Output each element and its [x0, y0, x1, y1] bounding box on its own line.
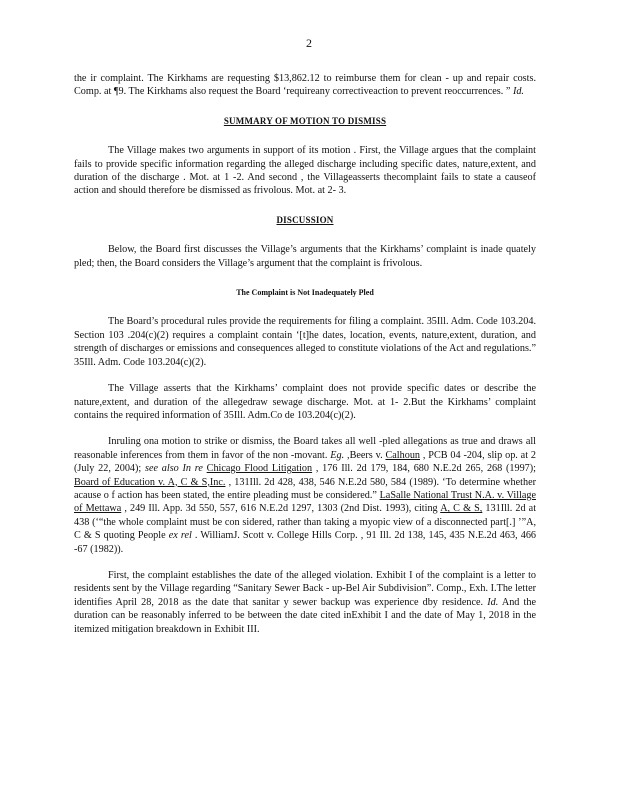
paragraph-date-of-violation: First, the complaint establishes the date of the alleged violation. Exhibit I of the complaint is a letter to residents sent by the Village regarding “Sanitary Sewer Back - up-Bel Air Subdivision”. Comp., Exh. I.The letter identifies April 28, 2018 as the date that sanitar y sewer backup was experience dby residence. Id. And the duration can be reasonably inferred to be between the date cited inExhibit I and the date of May 1, 2018 in the itemized mitigation breakdown in Exhibit III. — [74, 569, 537, 635]
heading-discussion: DISCUSSION — [276, 214, 334, 225]
page-number: 2 — [306, 36, 312, 50]
id-citation: Id. — [512, 86, 524, 98]
case-name-lasalle: LaSalle National Trust N.A. v. Village of Mettawa — [74, 489, 537, 515]
paragraph-continuation: the ir complaint. The Kirkhams are requesting $13,862.12 to reimburse them for clean - up and repair costs. Comp. at ¶9. The Kirkhams also request the Board ‘requireany correctiveaction to prevent reoccurrences. ” Id. — [74, 73, 536, 98]
case-name-calhoun: Calhoun — [385, 449, 421, 461]
paragraph-summary: The Village makes two arguments in support of its motion . First, the Village argues that the complaint fails to provide specific information regarding the alleged discharge including specific dates, nature,extent, and duration of the discharge . Mot. at 1 -2. And second , the Villageasserts thecomplaint fails to state a causeof action and should therefore be dismissed as frivolous. Mot. at 2- 3. — [74, 145, 536, 197]
subheading-complaint-not-inadequately-pled: The Complaint is Not Inadequately Pled — [236, 288, 374, 298]
document-body — [74, 72, 536, 636]
case-name-chicago-flood: Chicago Flood Litigation — [206, 463, 313, 475]
case-name-acs: A, C & S, — [440, 503, 483, 515]
paragraph-discussion-intro: Below, the Board first discusses the Village’s arguments that the Kirkhams’ complaint is inade quately pled; then, the Board considers the Village’s argument that the complaint is frivolous. — [74, 244, 536, 269]
heading-summary-of-motion: SUMMARY OF MOTION TO DISMISS — [223, 115, 387, 126]
case-name-board-of-education: Board of Education v. A, C & S,Inc. — [74, 476, 226, 488]
paragraph-motion-standard: Inruling ona motion to strike or dismiss, the Board takes all well -pled allegations as true and draws all reasonable inferences from them in favor of the non -movant. Eg. ,Beers v. Calhoun , PCB 04 -204, slip op. at 2 (July 22, 2004); see also In re Chicago Flood Litigation , 176 Ill. 2d 179, 184, 680 N.E.2d 265, 268 (1997); Board of Education v. A, C & S,Inc. , 131Ill. 2d 428, 438, 546 N.E.2d 580, 584 (1989). ‘To determine whether acause o f action has been stated, the entire pleading must be considered.” LaSalle National Trust N.A. v. Village of Mettawa , 249 Ill. App. 3d 550, 557, 616 N.E.2d 1297, 1303 (2nd Dist. 1993), citing A, C & S, 131Ill. 2d at 438 (‘“the whole complaint must be con sidered, rather than taking a myopic view of a disconnected part[.] ’”A, C & S quoting People ex rel . WilliamJ. Scott v. College Hills Corp. , 91 Ill. 2d 138, 145, 435 N.E.2d 463, 466 -67 (1982)). — [74, 436, 537, 555]
paragraph-procedural-rules: The Board’s procedural rules provide the requirements for filing a complaint. 35Ill. Adm. Code 103.204. Section 103 .204(c)(2) requires a complaint contain ‘[t]he dates, location, events, nature,extent, duration, and strength of discharges or emissions and consequences alleged to constitute violations of the Act and regulations.” 35Ill. Adm. Code 103.204(c)(2). — [74, 316, 536, 368]
paragraph-village-asserts: The Village asserts that the Kirkhams’ complaint does not provide specific dates or describe the nature,extent, and duration of the allegedraw sewage discharge. Mot. at 1- 2.But the Kirkhams’ complaint contains the required information of 35Ill. Adm.Co de 103.204(c)(2). — [74, 383, 536, 421]
id-citation: Id. — [487, 596, 499, 608]
